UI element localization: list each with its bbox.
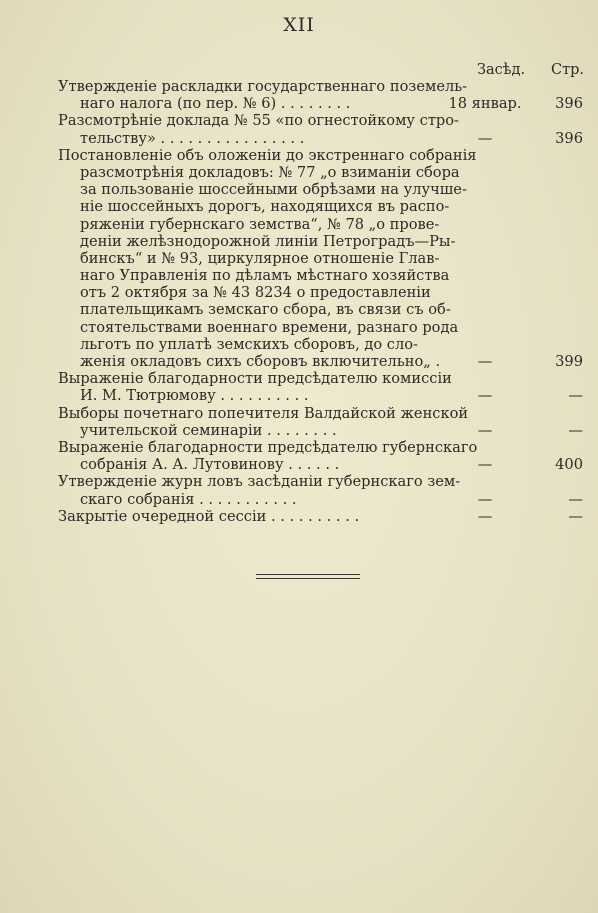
- entry-session: —: [477, 129, 493, 147]
- entry-text-line: наго Управленія по дѣламъ мѣстнаго хозяйства: [80, 267, 450, 285]
- entry-text-line: отъ 2 октября за № 43 8234 о предоставленіи: [80, 284, 431, 302]
- toc-entry: [58, 473, 583, 507]
- entry-text-line: ніе шоссейныхъ дорогъ, находящихся въ распо-: [80, 198, 450, 216]
- entry-text-line: И. М. Тютрюмову . . . . . . . . . .: [80, 387, 309, 405]
- entry-text-line: скаго собранія . . . . . . . . . . .: [80, 490, 297, 508]
- entry-text-line: Выраженіе благодарности предсѣдателю губернскаго: [58, 438, 478, 456]
- entry-page: 396: [555, 129, 583, 147]
- entry-page: 400: [555, 456, 583, 474]
- end-rule-bottom: [256, 578, 360, 579]
- toc-entry: [58, 147, 583, 370]
- toc-entry: [58, 508, 583, 525]
- entry-text-line: деніи желѣзнодорожной линіи Петроградъ—Ры-: [80, 232, 456, 250]
- entry-text-line: тельству» . . . . . . . . . . . . . . . .: [80, 129, 305, 147]
- entry-page: 396: [555, 95, 583, 113]
- entry-text-line: Постановленіе объ оложеніи до экстреннаго собранія: [58, 146, 477, 164]
- entry-text-line: учительской семинаріи . . . . . . . .: [80, 421, 337, 439]
- entry-text-line: разсмотрѣнія докладовъ: № 77 „о взиманіи сбора: [80, 163, 460, 181]
- toc-entry: [58, 370, 583, 404]
- entry-text-line: женія окладовъ сихъ сборовъ включительно„ .: [80, 353, 441, 370]
- entry-page: —: [568, 507, 583, 525]
- entry-page: —: [568, 387, 583, 405]
- entry-text-line: плательщикамъ земскаго сбора, въ связи съ об-: [80, 301, 451, 319]
- entry-session: —: [477, 490, 493, 508]
- toc-entry: [58, 439, 583, 473]
- entry-text-line: Утвержденіе журн ловъ засѣданіи губернскаго зем-: [58, 473, 461, 491]
- entry-session: —: [477, 421, 493, 439]
- entry-session: —: [477, 387, 493, 405]
- entry-session: —: [477, 507, 493, 525]
- entry-text-line: собранія А. А. Лутовинову . . . . . .: [80, 456, 340, 474]
- entry-text-line: Выраженіе благодарности предсѣдателю комиссіи: [58, 370, 452, 388]
- entry-text-line: льготъ по уплатѣ земскихъ сборовъ, до сло-: [80, 335, 418, 353]
- entry-session: —: [477, 353, 493, 370]
- entry-text-line: Закрытіе очередной сессіи . . . . . . . . . .: [58, 507, 360, 525]
- entry-text-line: Выборы почетнаго попечителя Валдайской женской: [58, 404, 469, 422]
- page-number: XII: [283, 14, 315, 36]
- entry-page: —: [568, 490, 583, 508]
- entry-text-line: стоятельствами военнаго времени, разнаго рода: [80, 318, 459, 336]
- entry-text-line: наго налога (по пер. № 6) . . . . . . . .: [80, 95, 351, 113]
- entry-text-line: Разсмотрѣніе доклада № 55 «по огнестойкому стро-: [58, 112, 459, 130]
- toc-entry: [58, 405, 583, 439]
- entry-text-line: Утвержденіе раскладки государственнаго поземель-: [58, 78, 468, 95]
- page-column-header: Стр.: [551, 62, 585, 78]
- toc-entry: [58, 78, 583, 112]
- entry-page: —: [568, 421, 583, 439]
- session-column-header: Засѣд.: [477, 62, 526, 78]
- entry-text-line: ряженіи губернскаго земства“, № 78 „о прове-: [80, 215, 440, 233]
- entry-session: —: [477, 456, 493, 474]
- entry-page: 399: [555, 353, 583, 370]
- entry-text-line: за пользованіе шоссейными обрѣзами на улучше-: [80, 181, 467, 199]
- entry-text-line: бинскъ“ и № 93, циркулярное отношеніе Глав-: [80, 249, 440, 267]
- entry-session: 18 январ.: [448, 95, 522, 113]
- end-rule-top: [256, 574, 360, 575]
- table-of-contents: [58, 78, 583, 525]
- toc-entry: [58, 112, 583, 146]
